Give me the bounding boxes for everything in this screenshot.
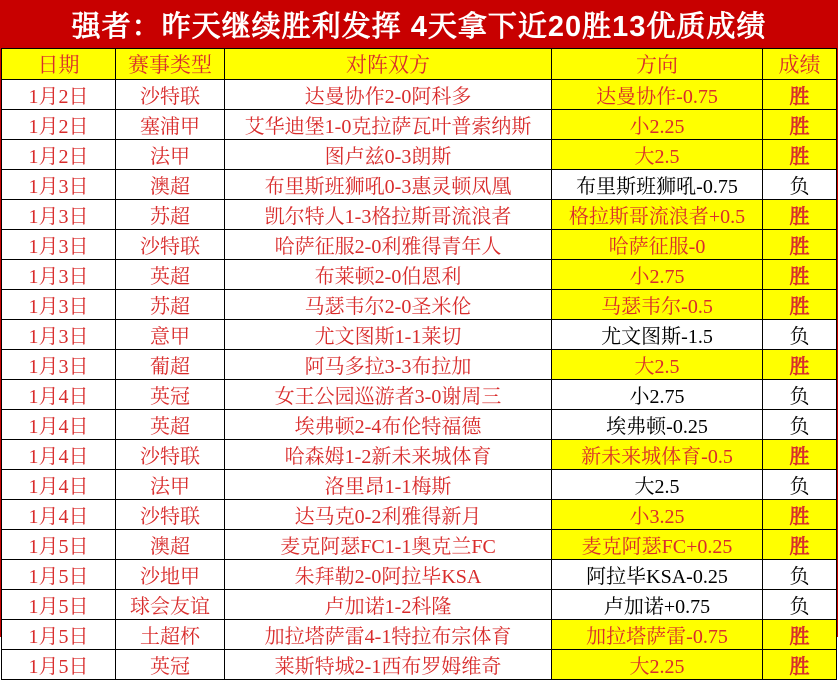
table-row <box>2 320 837 350</box>
date-cell: 1月3日 <box>2 320 116 350</box>
table-row <box>2 110 837 140</box>
match-cell: 尤文图斯1-1莱切 <box>225 320 552 350</box>
header-row <box>2 49 837 80</box>
league-cell: 澳超 <box>116 170 225 200</box>
result-cell: 负 <box>763 380 837 410</box>
date-cell: 1月5日 <box>2 650 116 680</box>
date-cell: 1月2日 <box>2 140 116 170</box>
table-body <box>2 80 837 680</box>
date-cell: 1月3日 <box>2 350 116 380</box>
match-cell: 图卢兹0-3朗斯 <box>225 140 552 170</box>
direction-cell: 布里斯班狮吼-0.75 <box>552 170 763 200</box>
date-cell: 1月4日 <box>2 500 116 530</box>
date-cell: 1月2日 <box>2 80 116 110</box>
table-row <box>2 650 837 680</box>
match-cell: 加拉塔萨雷4-1特拉布宗体育 <box>225 620 552 650</box>
match-cell: 朱拜勒2-0阿拉毕KSA <box>225 560 552 590</box>
league-cell: 土超杯 <box>116 620 225 650</box>
result-cell: 负 <box>763 320 837 350</box>
league-cell: 塞浦甲 <box>116 110 225 140</box>
result-cell: 负 <box>763 170 837 200</box>
match-cell: 莱斯特城2-1西布罗姆维奇 <box>225 650 552 680</box>
direction-cell: 新未来城体育-0.5 <box>552 440 763 470</box>
result-cell: 胜 <box>763 350 837 380</box>
date-cell: 1月5日 <box>2 530 116 560</box>
league-cell: 沙特联 <box>116 80 225 110</box>
date-cell: 1月3日 <box>2 170 116 200</box>
league-cell: 法甲 <box>116 470 225 500</box>
league-cell: 苏超 <box>116 200 225 230</box>
result-cell: 胜 <box>763 440 837 470</box>
direction-cell: 小2.75 <box>552 260 763 290</box>
direction-cell: 小2.25 <box>552 110 763 140</box>
date-cell: 1月4日 <box>2 470 116 500</box>
result-cell: 胜 <box>763 80 837 110</box>
direction-cell: 麦克阿瑟FC+0.25 <box>552 530 763 560</box>
date-cell: 1月2日 <box>2 110 116 140</box>
date-cell: 1月5日 <box>2 620 116 650</box>
table-row <box>2 80 837 110</box>
direction-cell: 加拉塔萨雷-0.75 <box>552 620 763 650</box>
match-cell: 麦克阿瑟FC1-1奥克兰FC <box>225 530 552 560</box>
date-cell: 1月3日 <box>2 290 116 320</box>
match-cell: 女王公园巡游者3-0谢周三 <box>225 380 552 410</box>
header-match: 对阵双方 <box>225 49 552 80</box>
result-cell: 胜 <box>763 200 837 230</box>
match-cell: 阿马多拉3-3布拉加 <box>225 350 552 380</box>
table-row <box>2 620 837 650</box>
league-cell: 苏超 <box>116 290 225 320</box>
league-cell: 沙地甲 <box>116 560 225 590</box>
result-cell: 胜 <box>763 620 837 650</box>
table-row <box>2 500 837 530</box>
table-row <box>2 470 837 500</box>
direction-cell: 马瑟韦尔-0.5 <box>552 290 763 320</box>
league-cell: 意甲 <box>116 320 225 350</box>
match-cell: 哈森姆1-2新未来城体育 <box>225 440 552 470</box>
result-cell: 胜 <box>763 260 837 290</box>
date-cell: 1月4日 <box>2 440 116 470</box>
result-cell: 负 <box>763 470 837 500</box>
table-row <box>2 350 837 380</box>
table-row <box>2 590 837 620</box>
table-row <box>2 290 837 320</box>
league-cell: 英超 <box>116 410 225 440</box>
result-cell: 胜 <box>763 290 837 320</box>
direction-cell: 哈萨征服-0 <box>552 230 763 260</box>
result-cell: 负 <box>763 560 837 590</box>
table-row <box>2 410 837 440</box>
date-cell: 1月3日 <box>2 200 116 230</box>
date-cell: 1月3日 <box>2 230 116 260</box>
match-cell: 马瑟韦尔2-0圣米伦 <box>225 290 552 320</box>
table-row <box>2 200 837 230</box>
table-row <box>2 260 837 290</box>
direction-cell: 小2.75 <box>552 380 763 410</box>
result-cell: 胜 <box>763 140 837 170</box>
direction-cell: 大2.5 <box>552 470 763 500</box>
direction-cell: 大2.5 <box>552 350 763 380</box>
match-cell: 埃弗顿2-4布伦特福德 <box>225 410 552 440</box>
result-cell: 胜 <box>763 110 837 140</box>
result-cell: 负 <box>763 410 837 440</box>
match-cell: 艾华迪堡1-0克拉萨瓦叶普索纳斯 <box>225 110 552 140</box>
table-row <box>2 380 837 410</box>
result-cell: 胜 <box>763 530 837 560</box>
direction-cell: 格拉斯哥流浪者+0.5 <box>552 200 763 230</box>
results-table <box>1 48 837 680</box>
league-cell: 英冠 <box>116 380 225 410</box>
table-row <box>2 440 837 470</box>
match-cell: 布里斯班狮吼0-3惠灵顿凤凰 <box>225 170 552 200</box>
match-cell: 哈萨征服2-0利雅得青年人 <box>225 230 552 260</box>
league-cell: 法甲 <box>116 140 225 170</box>
table-row <box>2 140 837 170</box>
league-cell: 英超 <box>116 260 225 290</box>
league-cell: 英冠 <box>116 650 225 680</box>
result-cell: 胜 <box>763 230 837 260</box>
match-cell: 达曼协作2-0阿科多 <box>225 80 552 110</box>
direction-cell: 大2.25 <box>552 650 763 680</box>
match-cell: 卢加诺1-2科隆 <box>225 590 552 620</box>
match-cell: 布莱顿2-0伯恩利 <box>225 260 552 290</box>
date-cell: 1月4日 <box>2 410 116 440</box>
header-result: 成绩 <box>763 49 837 80</box>
result-cell: 胜 <box>763 650 837 680</box>
league-cell: 球会友谊 <box>116 590 225 620</box>
match-cell: 凯尔特人1-3格拉斯哥流浪者 <box>225 200 552 230</box>
direction-cell: 尤文图斯-1.5 <box>552 320 763 350</box>
league-cell: 葡超 <box>116 350 225 380</box>
match-cell: 达马克0-2利雅得新月 <box>225 500 552 530</box>
table-row <box>2 560 837 590</box>
table-row <box>2 170 837 200</box>
date-cell: 1月5日 <box>2 590 116 620</box>
league-cell: 沙特联 <box>116 230 225 260</box>
header-date: 日期 <box>2 49 116 80</box>
direction-cell: 小3.25 <box>552 500 763 530</box>
date-cell: 1月3日 <box>2 260 116 290</box>
direction-cell: 阿拉毕KSA-0.25 <box>552 560 763 590</box>
result-cell: 胜 <box>763 500 837 530</box>
direction-cell: 埃弗顿-0.25 <box>552 410 763 440</box>
table-row <box>2 230 837 260</box>
direction-cell: 大2.5 <box>552 140 763 170</box>
page-title: 强者：昨天继续胜利发挥 4天拿下近20胜13优质成绩 <box>0 0 838 48</box>
direction-cell: 达曼协作-0.75 <box>552 80 763 110</box>
league-cell: 沙特联 <box>116 440 225 470</box>
result-cell: 负 <box>763 590 837 620</box>
table-row <box>2 530 837 560</box>
date-cell: 1月5日 <box>2 560 116 590</box>
direction-cell: 卢加诺+0.75 <box>552 590 763 620</box>
league-cell: 澳超 <box>116 530 225 560</box>
match-cell: 洛里昂1-1梅斯 <box>225 470 552 500</box>
date-cell: 1月4日 <box>2 380 116 410</box>
header-league: 赛事类型 <box>116 49 225 80</box>
league-cell: 沙特联 <box>116 500 225 530</box>
header-direction: 方向 <box>552 49 763 80</box>
